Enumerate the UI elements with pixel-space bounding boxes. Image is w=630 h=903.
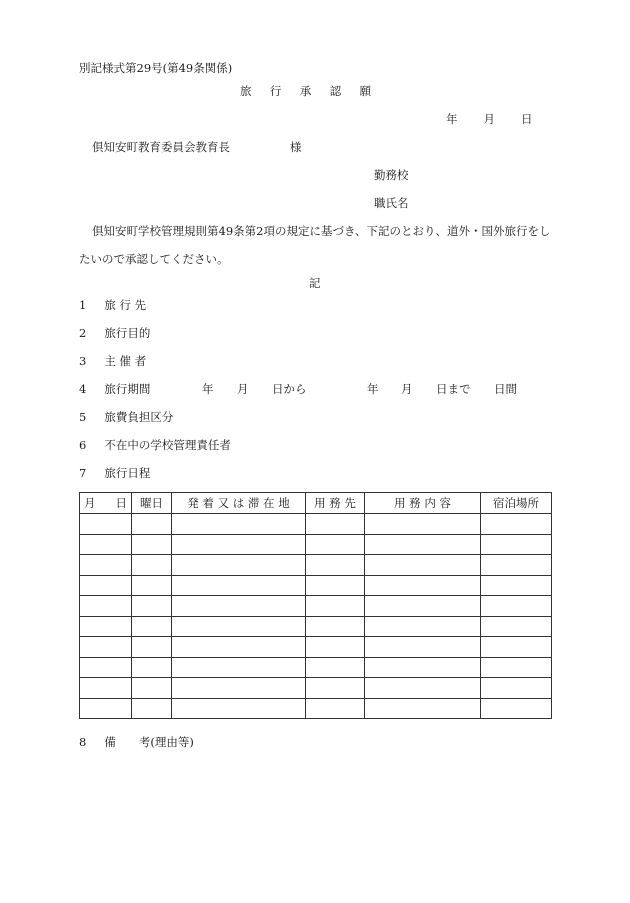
header-business-place: 用 務 先	[306, 493, 365, 514]
table-row	[80, 616, 552, 637]
cell-origin[interactable]	[172, 534, 306, 555]
cell-business-content[interactable]	[365, 657, 481, 678]
item-number: 5	[79, 410, 87, 424]
item-label: 旅費負担区分	[104, 410, 174, 424]
cell-origin[interactable]	[172, 616, 306, 637]
page-title: 旅 行 承 認 願	[240, 84, 375, 98]
cell-lodging[interactable]	[481, 596, 552, 617]
header-month-day	[80, 493, 132, 514]
header-day: 日	[115, 496, 127, 510]
item-1	[79, 298, 146, 312]
cell-origin[interactable]	[172, 657, 306, 678]
item-2	[79, 326, 150, 340]
cell-date[interactable]	[80, 534, 132, 555]
item-3	[79, 354, 146, 368]
applicant-school-label: 勤務校	[374, 168, 409, 182]
item-8	[79, 735, 194, 749]
cell-weekday[interactable]	[132, 514, 172, 535]
item-label: 主 催 者	[104, 354, 147, 368]
item-number: 8	[79, 735, 87, 749]
table-row	[80, 555, 552, 576]
cell-business-place[interactable]	[306, 534, 365, 555]
cell-lodging[interactable]	[481, 555, 552, 576]
cell-weekday[interactable]	[132, 596, 172, 617]
cell-weekday[interactable]	[132, 678, 172, 699]
cell-weekday[interactable]	[132, 575, 172, 596]
cell-origin[interactable]	[172, 575, 306, 596]
header-weekday: 曜日	[132, 493, 172, 514]
item-number: 2	[79, 326, 87, 340]
applicant-name-label: 職氏名	[374, 196, 409, 210]
cell-business-place[interactable]	[306, 514, 365, 535]
form-number: 別記様式第29号(第49条関係)	[79, 61, 233, 75]
table-row	[80, 575, 552, 596]
cell-lodging[interactable]	[481, 616, 552, 637]
addressee-name: 倶知安町教育委員会教育長	[92, 140, 230, 154]
cell-business-content[interactable]	[365, 596, 481, 617]
cell-date[interactable]	[80, 514, 132, 535]
cell-business-place[interactable]	[306, 575, 365, 596]
body-text-line-2: たいので承認してください。	[79, 252, 229, 266]
item-number: 1	[79, 298, 87, 312]
cell-lodging[interactable]	[481, 575, 552, 596]
cell-date[interactable]	[80, 555, 132, 576]
cell-weekday[interactable]	[132, 657, 172, 678]
item-label: 旅行目的	[104, 326, 151, 340]
cell-date[interactable]	[80, 678, 132, 699]
period-days: 日間	[494, 382, 517, 396]
cell-origin[interactable]	[172, 596, 306, 617]
cell-weekday[interactable]	[132, 637, 172, 658]
period-month-1: 月	[237, 382, 249, 396]
item-label: 旅 行 先	[104, 298, 147, 312]
cell-origin[interactable]	[172, 698, 306, 719]
item-label: 旅行日程	[104, 466, 151, 480]
date-year-label: 年	[446, 112, 458, 126]
date-day-label: 日	[521, 112, 533, 126]
cell-business-content[interactable]	[365, 698, 481, 719]
body-text-line-1: 倶知安町学校管理規則第49条第2項の規定に基づき、下記のとおり、道外・国外旅行をし	[92, 224, 551, 238]
date-month-label: 月	[483, 112, 495, 126]
addressee	[92, 140, 302, 154]
item-label: 旅行期間	[104, 382, 151, 396]
cell-business-place[interactable]	[306, 555, 365, 576]
ki-heading: 記	[309, 276, 321, 290]
table-row	[80, 637, 552, 658]
period-year-2: 年	[367, 382, 379, 396]
cell-date[interactable]	[80, 637, 132, 658]
cell-business-content[interactable]	[365, 555, 481, 576]
cell-weekday[interactable]	[132, 616, 172, 637]
itinerary-body	[80, 514, 552, 719]
cell-origin[interactable]	[172, 637, 306, 658]
cell-lodging[interactable]	[481, 698, 552, 719]
cell-business-content[interactable]	[365, 575, 481, 596]
cell-lodging[interactable]	[481, 514, 552, 535]
cell-business-content[interactable]	[365, 514, 481, 535]
table-row	[80, 596, 552, 617]
cell-business-place[interactable]	[306, 657, 365, 678]
cell-date[interactable]	[80, 575, 132, 596]
item-number: 3	[79, 354, 87, 368]
table-row	[80, 657, 552, 678]
cell-business-content[interactable]	[365, 616, 481, 637]
table-row	[80, 698, 552, 719]
cell-business-place[interactable]	[306, 596, 365, 617]
cell-origin[interactable]	[172, 678, 306, 699]
cell-lodging[interactable]	[481, 534, 552, 555]
period-month-2: 月	[401, 382, 413, 396]
header-origin: 発 着 又 は 滞 在 地	[172, 493, 306, 514]
cell-business-place[interactable]	[306, 698, 365, 719]
cell-date[interactable]	[80, 698, 132, 719]
cell-date[interactable]	[80, 616, 132, 637]
item-6	[79, 438, 231, 452]
cell-business-place[interactable]	[306, 616, 365, 637]
cell-weekday[interactable]	[132, 555, 172, 576]
cell-business-place[interactable]	[306, 637, 365, 658]
cell-weekday[interactable]	[132, 534, 172, 555]
remarks-label: 備 考(理由等)	[104, 735, 194, 749]
header-lodging: 宿泊場所	[481, 493, 552, 514]
cell-weekday[interactable]	[132, 698, 172, 719]
item-label: 不在中の学校管理責任者	[104, 438, 231, 452]
header-business-content: 用 務 内 容	[365, 493, 481, 514]
header-month: 月	[84, 496, 96, 510]
table-row	[80, 678, 552, 699]
cell-origin[interactable]	[172, 555, 306, 576]
itinerary-table	[79, 492, 552, 719]
cell-business-content[interactable]	[365, 678, 481, 699]
itinerary-header-row	[80, 493, 552, 514]
table-row	[80, 534, 552, 555]
cell-business-place[interactable]	[306, 678, 365, 699]
item-number: 7	[79, 466, 87, 480]
cell-business-content[interactable]	[365, 637, 481, 658]
item-7	[79, 466, 150, 480]
period-day-from: 日から	[272, 382, 307, 396]
item-4	[79, 382, 150, 396]
cell-origin[interactable]	[172, 514, 306, 535]
table-row	[80, 514, 552, 535]
cell-lodging[interactable]	[481, 678, 552, 699]
item-5	[79, 410, 173, 424]
addressee-honorific: 様	[290, 140, 302, 154]
item-number: 6	[79, 438, 87, 452]
date-line	[446, 112, 533, 126]
cell-lodging[interactable]	[481, 637, 552, 658]
cell-lodging[interactable]	[481, 657, 552, 678]
item-number: 4	[79, 382, 87, 396]
cell-date[interactable]	[80, 657, 132, 678]
period-day-until: 日まで	[436, 382, 471, 396]
cell-date[interactable]	[80, 596, 132, 617]
period-year-1: 年	[202, 382, 214, 396]
cell-business-content[interactable]	[365, 534, 481, 555]
